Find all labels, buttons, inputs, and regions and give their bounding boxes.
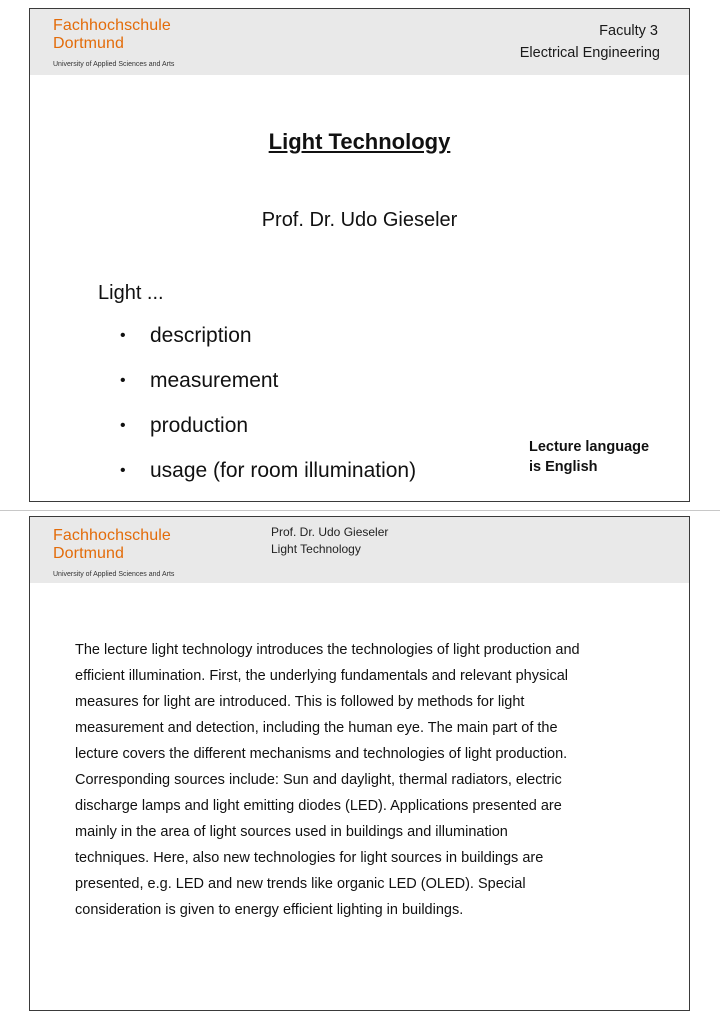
list-item-label: measurement xyxy=(150,369,279,392)
list-item xyxy=(120,456,416,501)
university-logo xyxy=(53,17,174,68)
text-line: mainly in the area of light sources used in buildings and illumination xyxy=(75,824,508,840)
logo-subtitle: University of Applied Sciences and Arts xyxy=(53,61,175,68)
header-author: Prof. Dr. Udo Gieseler xyxy=(271,525,389,539)
text-line: discharge lamps and light emitting diodes (LED). Applications presented are xyxy=(75,798,562,814)
list-item-label: description xyxy=(150,324,252,347)
header-course: Light Technology xyxy=(271,542,361,556)
department-label: Electrical Engineering xyxy=(519,45,660,61)
list-item-label: usage (for room illumination) xyxy=(150,459,417,482)
slide-2 xyxy=(29,516,690,1011)
list-item xyxy=(120,366,416,411)
slide-title: Light Technology xyxy=(268,129,451,154)
text-line: consideration is given to energy efficient lighting in buildings. xyxy=(75,902,464,918)
list-item-label: production xyxy=(150,414,249,437)
text-line: efficient illumination. First, the underlying fundamentals and relevant physical xyxy=(75,668,568,684)
slide-1 xyxy=(29,8,690,502)
bullet-icon: • xyxy=(120,462,126,479)
page-separator xyxy=(0,510,720,511)
faculty-label: Faculty 3 xyxy=(599,23,658,39)
language-note-line-1: Lecture language xyxy=(529,439,650,455)
logo-subtitle: University of Applied Sciences and Arts xyxy=(53,571,175,578)
text-line: presented, e.g. LED and new trends like organic LED (OLED). Special xyxy=(75,876,526,892)
logo-line-2: Dortmund xyxy=(53,545,125,562)
author-name: Prof. Dr. Udo Gieseler xyxy=(261,209,458,231)
header-info xyxy=(271,524,388,558)
language-note-line-2: is English xyxy=(529,459,598,475)
list-item xyxy=(120,321,416,366)
language-note xyxy=(529,437,649,477)
text-line: The lecture light technology introduces the technologies of light production and xyxy=(75,642,580,658)
bullet-icon: • xyxy=(120,327,126,344)
slide-header xyxy=(30,9,689,75)
logo-line-1: Fachhochschule xyxy=(53,527,171,544)
logo-line-2: Dortmund xyxy=(53,35,125,52)
faculty-block xyxy=(519,23,660,61)
text-line: Corresponding sources include: Sun and daylight, thermal radiators, electric xyxy=(75,772,562,788)
bullet-icon: • xyxy=(120,372,126,389)
intro-text: Light ... xyxy=(98,282,164,304)
slide-header xyxy=(30,517,689,583)
course-description xyxy=(75,637,675,923)
logo-line-1: Fachhochschule xyxy=(53,17,171,34)
topic-list xyxy=(120,321,416,501)
text-line: measures for light are introduced. This is followed by methods for light xyxy=(75,694,525,710)
list-item xyxy=(120,411,416,456)
bullet-icon: • xyxy=(120,417,126,434)
text-line: measurement and detection, including the human eye. The main part of the xyxy=(75,720,558,736)
text-line: lecture covers the different mechanisms and technologies of light production. xyxy=(75,746,568,762)
text-line: techniques. Here, also new technologies for light sources in buildings are xyxy=(75,850,544,866)
university-logo xyxy=(53,527,174,578)
